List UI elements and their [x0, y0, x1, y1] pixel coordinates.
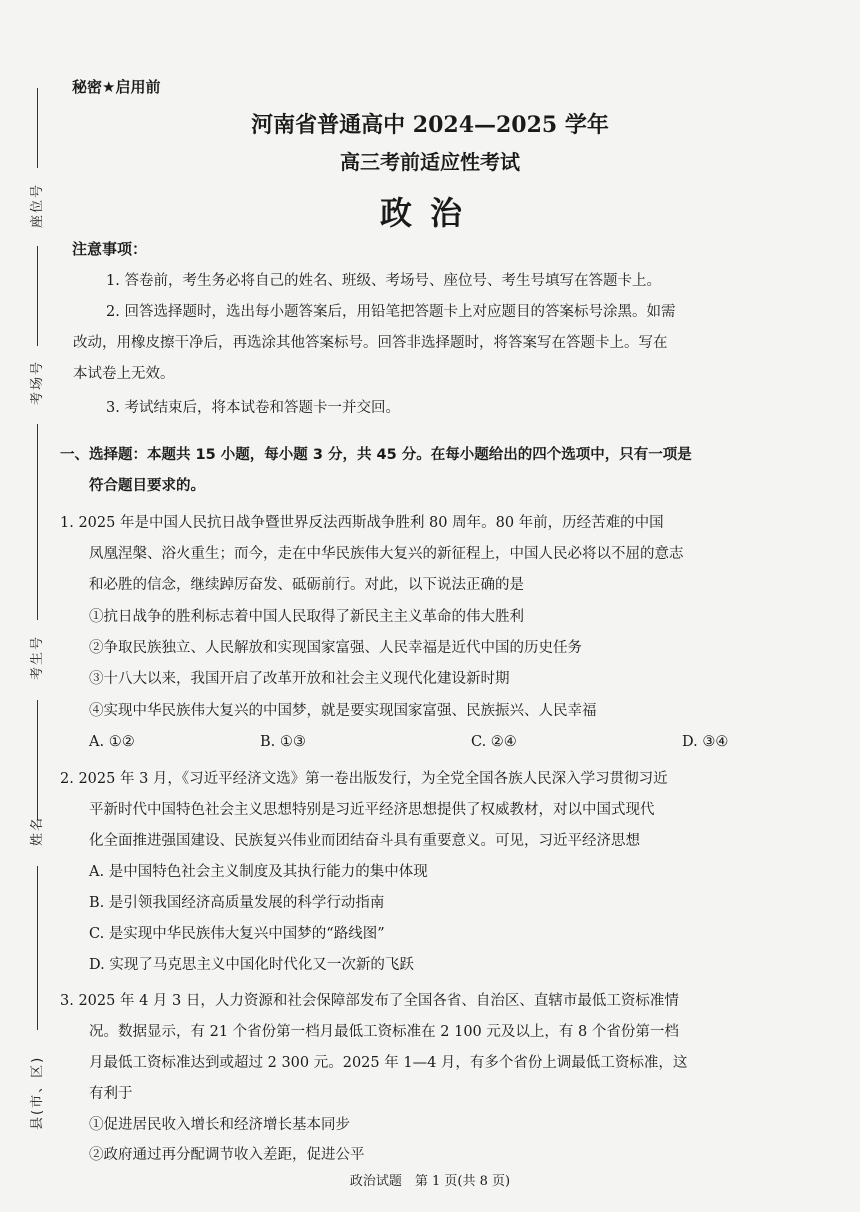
notice-item-3: 3. 考试结束后，将本试卷和答题卡一并交回。	[106, 400, 400, 416]
q1-option-b: B. ①③	[260, 734, 306, 750]
margin-exam-no-label: 考生号	[30, 634, 45, 680]
q3-stem-line-4: 有利于	[89, 1086, 133, 1102]
margin-county-label: 县(市、区)	[30, 1055, 45, 1130]
notice-item-2-line-3: 本试卷上无效。	[73, 366, 175, 382]
margin-seat-label: 座位号	[30, 182, 45, 228]
margin-exam-room-label: 考场号	[30, 359, 45, 405]
margin-line-5	[37, 866, 38, 1030]
notice-item-2-line-2: 改动，用橡皮擦干净后，再选涂其他答案标号。回答非选择题时，将答案写在答题卡上。写在	[73, 335, 668, 351]
subject-title: 政治	[379, 194, 480, 232]
notice-item-2-line-1: 2. 回答选择题时，选出每小题答案后，用铅笔把答题卡上对应题目的答案标号涂黑。如需	[106, 304, 676, 320]
margin-name-label: 姓名	[30, 815, 45, 846]
exam-subtitle: 高三考前适应性考试	[340, 150, 520, 174]
q2-option-c: C. 是实现中华民族伟大复兴中国梦的“路线图”	[89, 926, 385, 942]
q2-stem-line-1: 2. 2025 年 3 月，《习近平经济文选》第一卷出版发行，为全党全国各族人民深入学习贯彻习近	[60, 771, 668, 787]
q2-stem-line-3: 化全面推进强国建设、民族复兴伟业而团结奋斗具有重要意义。可见，习近平经济思想	[89, 833, 640, 849]
q3-stem-line-1: 3. 2025 年 4 月 3 日，人力资源和社会保障部发布了全国各省、自治区、直辖市最低工资标准情	[60, 993, 679, 1009]
margin-line-2	[37, 246, 38, 346]
q1-stem-line-3: 和必胜的信念，继续踔厉奋发、砥砺前行。对此，以下说法正确的是	[89, 577, 524, 593]
q2-option-d: D. 实现了马克思主义中国化时代化又一次新的飞跃	[89, 957, 414, 973]
q3-stem-line-2: 况。数据显示，有 21 个省份第一档月最低工资标准在 2 100 元及以上，有 8 个省份第一档	[89, 1024, 679, 1040]
q1-statement-2: ②争取民族独立、人民解放和实现国家富强、人民幸福是近代中国的历史任务	[89, 640, 582, 656]
q1-stem-line-1: 1. 2025 年是中国人民抗日战争暨世界反法西斯战争胜利 80 周年。80 年前，历经苦难的中国	[60, 515, 664, 531]
q1-stem-line-2: 凤凰涅槃、浴火重生；而今，走在中华民族伟大复兴的新征程上，中国人民必将以不屈的意志	[89, 546, 684, 562]
q1-statement-3: ③十八大以来，我国开启了改革开放和社会主义现代化建设新时期	[89, 671, 510, 687]
margin-line-3	[37, 424, 38, 620]
page-footer: 政治试题 第 1 页(共 8 页)	[349, 1174, 511, 1189]
q1-option-a: A. ①②	[89, 734, 135, 750]
secret-label: 秘密★启用前	[72, 78, 161, 96]
q3-statement-1: ①促进居民收入增长和经济增长基本同步	[89, 1117, 350, 1133]
section-1-heading: 一、选择题：本题共 15 小题，每小题 3 分，共 45 分。在每小题给出的四个选项中，只有一项是	[60, 447, 692, 463]
q3-statement-2: ②政府通过再分配调节收入差距，促进公平	[89, 1147, 365, 1163]
q1-option-d: D. ③④	[682, 734, 729, 750]
notice-item-1: 1. 答卷前，考生务必将自己的姓名、班级、考场号、座位号、考生号填写在答题卡上。	[106, 273, 661, 289]
q1-statement-1: ①抗日战争的胜利标志着中国人民取得了新民主主义革命的伟大胜利	[89, 609, 524, 625]
q2-option-b: B. 是引领我国经济高质量发展的科学行动指南	[89, 895, 385, 911]
q1-statement-4: ④实现中华民族伟大复兴的中国梦，就是要实现国家富强、民族振兴、人民幸福	[89, 703, 597, 719]
q2-option-a: A. 是中国特色社会主义制度及其执行能力的集中体现	[89, 864, 428, 880]
margin-line-4	[37, 700, 38, 820]
section-1-heading-cont: 符合题目要求的。	[89, 478, 205, 494]
q1-option-c: C. ②④	[471, 734, 517, 750]
q2-stem-line-2: 平新时代中国特色社会主义思想特别是习近平经济思想提供了权威教材，对以中国式现代	[89, 802, 655, 818]
exam-title: 河南省普通高中 2024—2025 学年	[251, 112, 609, 138]
q3-stem-line-3: 月最低工资标准达到或超过 2 300 元。2025 年 1—4 月，有多个省份上调最低工资标准，这	[89, 1055, 688, 1071]
notice-heading: 注意事项：	[72, 240, 148, 258]
